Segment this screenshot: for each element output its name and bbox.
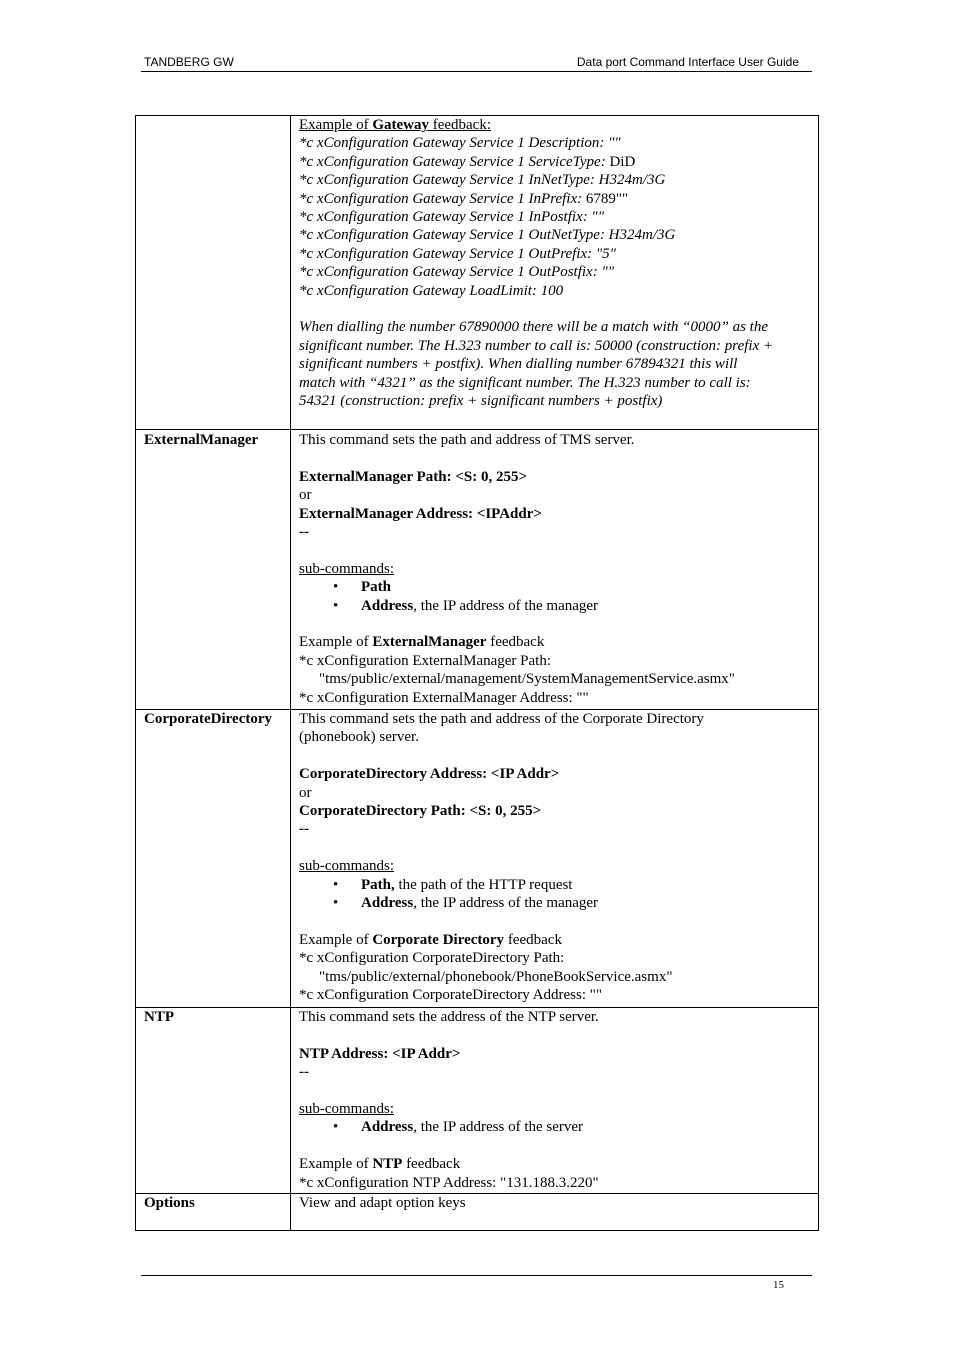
- feedback-line: *c xConfiguration Gateway Service 1 ServiceType: DiD: [299, 153, 636, 170]
- subcommands-label: sub-commands:: [299, 1101, 394, 1117]
- note-line: When dialling the number 67890000 there will be a match with “0000” as the: [299, 319, 768, 336]
- list-item: • Address, the IP address of the manager: [361, 597, 810, 615]
- syntax-line: CorporateDirectory Address: <IP Addr>: [299, 766, 560, 783]
- subcommand-list: [299, 876, 810, 913]
- command-name-cell: [136, 116, 291, 430]
- ntp-description-cell: This command sets the address of the NTP server. NTP Address: <IP Addr> -- sub-commands: • Address, the IP address of the server Example of NTP feedback *c xConfiguration NTP Address: "131.188.3.220": [291, 1008, 819, 1194]
- example-heading: Example of ExternalManager feedback: [299, 634, 545, 651]
- syntax-line: NTP Address: <IP Addr>: [299, 1045, 461, 1062]
- command-name-options: Options: [136, 1194, 291, 1231]
- feedback-line: *c xConfiguration CorporateDirectory Address: "": [299, 987, 603, 1004]
- syntax-line: ExternalManager Address: <IPAddr>: [299, 505, 542, 522]
- syntax-line: ExternalManager Path: <S: 0, 255>: [299, 468, 528, 485]
- feedback-line: *c xConfiguration Gateway Service 1 InNetType: H324m/3G: [299, 172, 666, 189]
- list-item: • Address, the IP address of the manager: [361, 894, 810, 912]
- command-name-externalmanager: ExternalManager: [136, 430, 291, 710]
- command-name-corporatedirectory: CorporateDirectory: [136, 710, 291, 1008]
- note-line: significant numbers + postfix). When dialling number 67894321 this will: [299, 356, 738, 373]
- feedback-line: *c xConfiguration CorporateDirectory Path:: [299, 950, 565, 967]
- example-heading: Example of Corporate Directory feedback: [299, 931, 562, 948]
- feedback-line: "tms/public/external/management/SystemManagementService.asmx": [319, 671, 735, 688]
- list-item: • Path: [361, 578, 810, 596]
- command-name-ntp: NTP: [136, 1008, 291, 1194]
- list-item: • Address, the IP address of the server: [361, 1118, 810, 1136]
- subcommand-list: [299, 578, 810, 615]
- externalmanager-description-cell: This command sets the path and address of TMS server. ExternalManager Path: <S: 0, 255> or ExternalManager Address: <IPAddr> -- sub-commands: • Path • Address, the IP address of the manager Example of ExternalManager feedback *c xConfiguration ExternalManager Path: "tms/public/external/management/SystemManagementService.asmx" *c xConfiguration ExternalManager Address: "": [291, 430, 819, 710]
- header-left: TANDBERG GW: [144, 55, 234, 69]
- corporatedirectory-description-cell: This command sets the path and address of the Corporate Directory (phonebook) server. CorporateDirectory Address: <IP Addr> or CorporateDirectory Path: <S: 0, 255> -- sub-commands: • Path, the path of the HTTP request • Address, the IP address of the manager Example of Corporate Directory feedback *c xConfiguration CorporateDirectory Path: "tms/public/external/phonebook/PhoneBookService.asmx" *c xConfiguration CorporateDirectory Address: "": [291, 710, 819, 1008]
- header-right: Data port Command Interface User Guide: [576, 55, 799, 69]
- footer-rule: [141, 1275, 812, 1276]
- feedback-line: "tms/public/external/phonebook/PhoneBookService.asmx": [319, 968, 673, 985]
- feedback-line: *c xConfiguration Gateway Service 1 OutPrefix: "5": [299, 245, 616, 262]
- note-line: 54321 (construction: prefix + significant numbers + postfix): [299, 393, 663, 410]
- subcommand-list: [299, 1118, 810, 1136]
- table-row: [136, 1008, 819, 1194]
- options-description-cell: View and adapt option keys: [291, 1194, 819, 1231]
- feedback-line: *c xConfiguration ExternalManager Address: "": [299, 689, 589, 706]
- note-line: significant number. The H.323 number to call is: 50000 (construction: prefix +: [299, 337, 774, 354]
- subcommands-label: sub-commands:: [299, 858, 394, 875]
- feedback-line: *c xConfiguration ExternalManager Path:: [299, 652, 552, 669]
- feedback-line: *c xConfiguration Gateway Service 1 InPostfix: "": [299, 209, 605, 226]
- example-heading: Example of Gateway feedback:: [299, 117, 492, 133]
- syntax-line: CorporateDirectory Path: <S: 0, 255>: [299, 803, 542, 820]
- page-number: 15: [773, 1279, 784, 1291]
- table-row: [136, 710, 819, 1008]
- table-row: [136, 1194, 819, 1231]
- table-row: [136, 116, 819, 430]
- feedback-line: *c xConfiguration Gateway LoadLimit: 100: [299, 282, 564, 299]
- subcommands-label: sub-commands:: [299, 560, 394, 577]
- gateway-example-cell: [291, 116, 819, 430]
- feedback-line: *c xConfiguration Gateway Service 1 OutNetType: H324m/3G: [299, 227, 676, 244]
- note-line: match with “4321” as the significant number. The H.323 number to call is:: [299, 374, 751, 391]
- table-row: [136, 430, 819, 710]
- list-item: • Path, the path of the HTTP request: [361, 876, 810, 894]
- feedback-line: *c xConfiguration Gateway Service 1 OutPostfix: "": [299, 264, 615, 281]
- example-heading: Example of NTP feedback: [299, 1156, 461, 1173]
- feedback-line: *c xConfiguration Gateway Service 1 InPrefix: 6789"": [299, 190, 629, 207]
- command-table: [135, 115, 819, 1231]
- feedback-line: *c xConfiguration NTP Address: "131.188.3.220": [299, 1174, 599, 1191]
- feedback-line: *c xConfiguration Gateway Service 1 Description: "": [299, 135, 621, 152]
- header-rule: [141, 71, 812, 72]
